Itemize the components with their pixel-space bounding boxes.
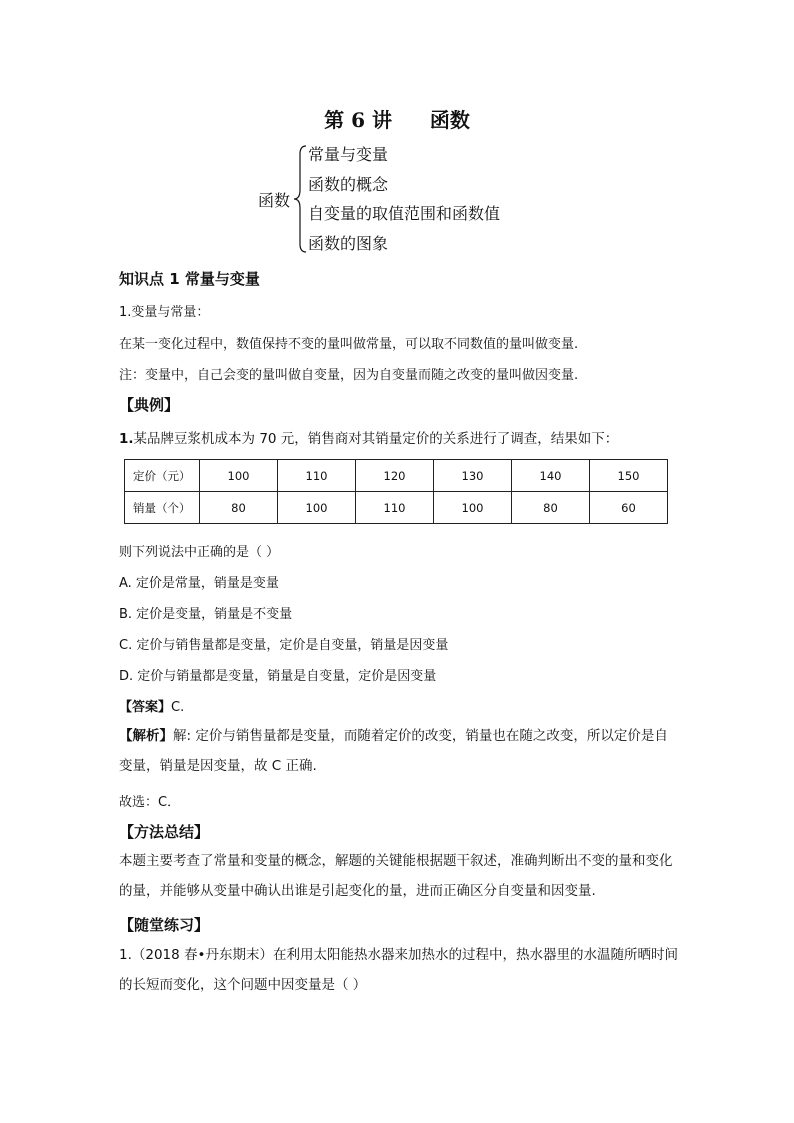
method-text: 本题主要考查了常量和变量的概念，解题的关键能根据题干叙述，准确判断出不变的量和变化的量，并能够从变量中确认出谁是引起变化的量，进而正确区分自变量和因变量.	[119, 853, 673, 899]
table-cell: 60	[590, 492, 668, 524]
outline-item: 函数的图象	[308, 233, 389, 253]
answer-label: 【答案】	[119, 700, 172, 715]
table-cell: 100	[434, 492, 512, 524]
question-prompt: 则下列说法中正确的是（ ）	[119, 545, 280, 560]
outline-item: 函数的概念	[308, 174, 389, 194]
option-b: B. 定价是变量，销量是不变量	[119, 607, 293, 622]
knowledge-point-heading: 知识点 1 常量与变量	[119, 270, 260, 288]
analysis-text: 解: 定价与销售量都是变量，而随着定价的改变，销量也在随之改变，所以定价是自变量，销量是因变量，故 C 正确.	[119, 728, 668, 774]
table-cell: 110	[278, 460, 356, 492]
option-c: C. 定价与销售量都是变量，定价是自变量，销量是因变量	[119, 638, 449, 653]
outline-root: 函数	[258, 191, 291, 210]
table-cell: 100	[200, 460, 278, 492]
practice-question-1: 1.（2018 春•丹东期末）在利用太阳能热水器来加热水的过程中，热水器里的水温随所晒时间的长短而变化，这个问题中因变量是（ ）	[119, 947, 678, 993]
kp-subheading: 1.变量与常量：	[119, 305, 210, 320]
analysis-paragraph	[119, 721, 679, 781]
table-cell: 80	[512, 492, 590, 524]
topic-outline	[258, 144, 558, 256]
practice-heading: 【随堂练习】	[119, 916, 210, 934]
method-heading: 【方法总结】	[119, 823, 210, 841]
page-title	[0, 104, 794, 133]
question-text: 某品牌豆浆机成本为 70 元，销售商对其销量定价的关系进行了调查，结果如下：	[133, 431, 619, 447]
choose-line: 故选：C．	[119, 795, 181, 810]
table-cell: 80	[200, 492, 278, 524]
option-d: D. 定价与销量都是变量，销量是自变量，定价是因变量	[119, 669, 437, 684]
answer-value: C.	[171, 700, 185, 715]
table-cell: 150	[590, 460, 668, 492]
table-cell: 130	[434, 460, 512, 492]
example-heading: 【典例】	[119, 396, 180, 414]
kp-note: 注：变量中，自己会变的量叫做自变量，因为自变量而随之改变的量叫做因变量.	[119, 368, 579, 383]
outline-items	[308, 144, 500, 262]
analysis-label: 【解析】	[119, 728, 173, 744]
lecture-topic: 函数	[429, 108, 470, 132]
row-header-price: 定价（元）	[125, 460, 200, 492]
row-header-sales: 销量（个）	[125, 492, 200, 524]
table-cell: 110	[356, 492, 434, 524]
table-row	[125, 460, 668, 492]
table-cell: 140	[512, 460, 590, 492]
lecture-number: 第 6 讲	[324, 108, 392, 132]
question-number: 1.	[119, 431, 134, 447]
table-row	[125, 492, 668, 524]
example-question	[119, 427, 618, 447]
table-cell: 100	[278, 492, 356, 524]
brace-icon	[292, 144, 308, 254]
kp-definition: 在某一变化过程中，数值保持不变的量叫做常量，可以取不同数值的量叫做变量.	[119, 337, 579, 352]
table-cell: 120	[356, 460, 434, 492]
outline-item: 自变量的取值范围和函数值	[308, 204, 501, 223]
price-sales-table	[124, 459, 668, 524]
outline-item: 常量与变量	[308, 145, 389, 164]
option-a: A. 定价是常量，销量是变量	[119, 576, 279, 591]
answer-line	[119, 696, 184, 715]
